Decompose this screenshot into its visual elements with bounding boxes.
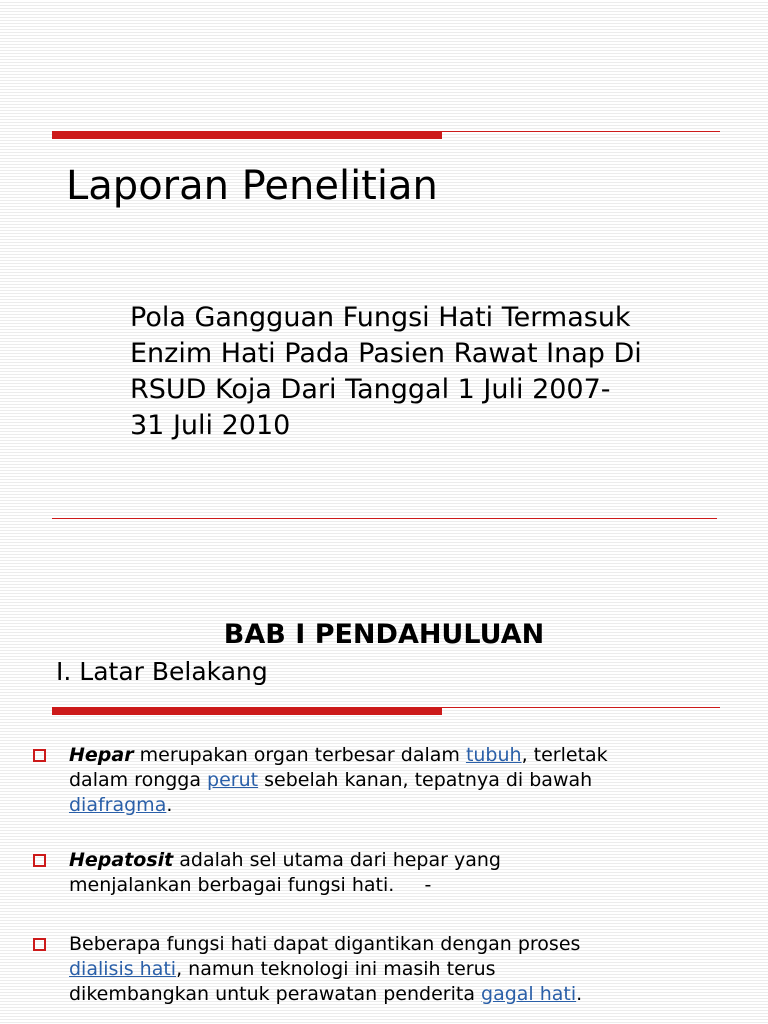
subtitle-line: Pola Gangguan Fungsi Hati Termasuk (130, 302, 631, 333)
term-hepatosit: Hepatosit (69, 849, 174, 871)
link-dialisis-hati[interactable]: dialisis hati (69, 958, 177, 980)
bullet-text: , terletak (521, 744, 608, 766)
slide2-top-rule-thick (52, 707, 442, 715)
bullet-line (69, 743, 753, 768)
subtitle-line: RSUD Koja Dari Tanggal 1 Juli 2007- (130, 374, 611, 405)
bullet-line: menjalankan berbagai fungsi hati. - (69, 874, 432, 896)
link-perut[interactable]: perut (207, 769, 259, 791)
slide-title: Laporan Penelitian (66, 163, 438, 209)
slide-subtitle (130, 300, 730, 444)
bullet-line (69, 957, 753, 982)
bullet-line (69, 793, 753, 818)
bullet-line (69, 848, 753, 873)
slide1-top-rule-thick (52, 131, 442, 139)
bullet-text: adalah sel utama dari hepar yang (173, 849, 501, 871)
bullet-text: , namun teknologi ini masih terus (176, 958, 496, 980)
link-gagal-hati[interactable]: gagal hati (481, 983, 577, 1005)
slide2-top-rule-thin (442, 707, 720, 708)
bullet-text: dikembangkan untuk perawatan penderita (69, 983, 482, 1005)
bullet-item-hepar (33, 743, 753, 818)
subtitle-line: 31 Juli 2010 (130, 410, 291, 441)
bullet-line (69, 982, 753, 1007)
section-heading: I. Latar Belakang (56, 657, 268, 686)
bullet-line (69, 768, 753, 793)
square-bullet-icon (33, 938, 46, 951)
chapter-heading: BAB I PENDAHULUAN (223, 619, 545, 650)
bullet-text: dalam rongga (69, 769, 208, 791)
bullet-text: . (166, 794, 173, 816)
slide1-bottom-rule (52, 518, 717, 519)
bullet-item-fungsi-hati (33, 932, 753, 1007)
link-tubuh[interactable]: tubuh (465, 744, 522, 766)
bullet-text: merupakan organ terbesar dalam (133, 744, 466, 766)
square-bullet-icon (33, 854, 46, 867)
bullet-text: sebelah kanan, tepatnya di bawah (258, 769, 593, 791)
slide1-top-rule-thin (442, 131, 720, 132)
subtitle-line: Enzim Hati Pada Pasien Rawat Inap Di (130, 338, 642, 369)
term-hepar: Hepar (69, 744, 134, 766)
bullet-text: . (576, 983, 583, 1005)
square-bullet-icon (33, 749, 46, 762)
bullet-line: Beberapa fungsi hati dapat digantikan dengan proses (69, 933, 581, 955)
link-diafragma[interactable]: diafragma (69, 794, 167, 816)
bullet-item-hepatosit (33, 848, 753, 898)
